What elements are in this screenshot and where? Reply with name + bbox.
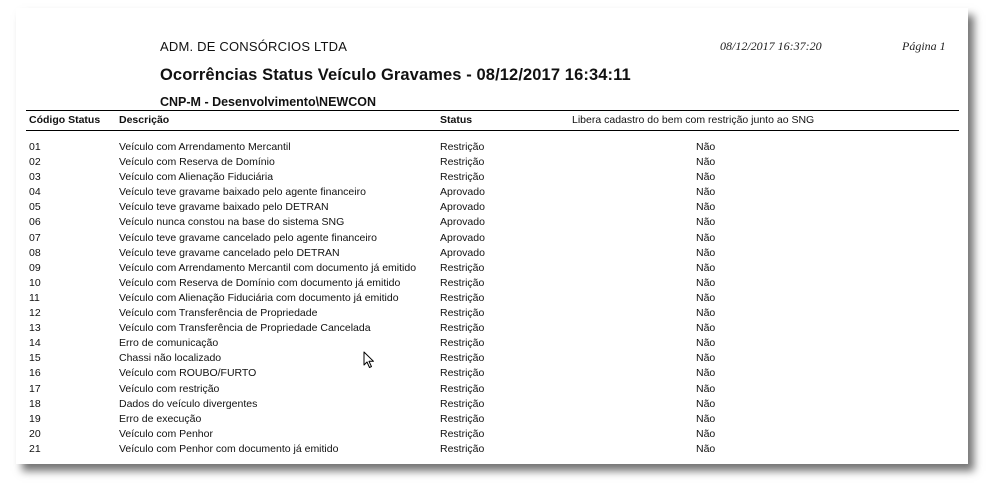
row-code: 08: [29, 246, 41, 259]
row-libera: Não: [696, 382, 716, 395]
table-row: [0, 427, 990, 442]
row-description: Veículo com restrição: [119, 382, 220, 395]
row-description: Veículo com Transferência de Propriedade Cancelada: [119, 322, 371, 335]
row-libera: Não: [696, 171, 716, 184]
row-status: Restrição: [440, 442, 485, 455]
row-code: 14: [29, 337, 41, 350]
header-bottom-rule: [26, 130, 959, 131]
row-code: 18: [29, 397, 41, 410]
row-status: Restrição: [440, 337, 485, 350]
row-code: 19: [29, 412, 41, 425]
row-libera: Não: [696, 276, 716, 289]
row-libera: Não: [696, 231, 716, 244]
row-description: Veículo com ROUBO/FURTO: [119, 367, 257, 380]
table-row: [0, 276, 990, 291]
row-status: Restrição: [440, 352, 485, 365]
row-description: Erro de execução: [119, 412, 202, 425]
row-code: 05: [29, 201, 41, 214]
row-status: Restrição: [440, 367, 485, 380]
row-libera: Não: [696, 261, 716, 274]
row-code: 01: [29, 141, 41, 153]
row-code: 03: [29, 171, 41, 184]
row-code: 12: [29, 307, 41, 320]
row-libera: Não: [696, 322, 716, 335]
row-status: Restrição: [440, 141, 485, 153]
row-code: 07: [29, 231, 41, 244]
table-row: [0, 200, 990, 215]
print-datetime: 08/12/2017 16:37:20: [720, 39, 822, 53]
row-description: Veículo com Transferência de Propriedade: [119, 307, 318, 320]
row-libera: Não: [696, 412, 716, 425]
header-libera: Libera cadastro do bem com restrição junto ao SNG: [572, 114, 815, 126]
table-row: [0, 412, 990, 427]
row-libera: Não: [696, 352, 716, 365]
row-status: Aprovado: [440, 231, 485, 244]
table-row: [0, 306, 990, 321]
row-status: Restrição: [440, 261, 485, 274]
row-code: 10: [29, 276, 41, 289]
row-code: 20: [29, 427, 41, 440]
row-status: Restrição: [440, 397, 485, 410]
table-row: [0, 366, 990, 381]
table-row: [0, 231, 990, 246]
row-description: Veículo com Reserva de Domínio com documento já emitido: [119, 276, 401, 289]
table-body: [0, 140, 990, 457]
row-description: Veículo teve gravame baixado pelo agente financeiro: [119, 186, 366, 199]
table-row: [0, 215, 990, 230]
mouse-pointer-icon: [363, 351, 375, 369]
company-name: ADM. DE CONSÓRCIOS LTDA: [160, 39, 348, 54]
row-status: Restrição: [440, 291, 485, 304]
table-row: [0, 397, 990, 412]
row-description: Veículo com Penhor com documento já emitido: [119, 442, 339, 455]
row-libera: Não: [696, 397, 716, 410]
row-libera: Não: [696, 141, 716, 153]
row-description: Veículo nunca constou na base do sistema SNG: [119, 216, 345, 229]
row-status: Restrição: [440, 307, 485, 320]
row-description: Chassi não localizado: [119, 352, 222, 365]
row-description: Dados do veículo divergentes: [119, 397, 258, 410]
row-description: Veículo teve gravame cancelado pelo DETRAN: [119, 246, 340, 259]
table-row: [0, 291, 990, 306]
row-libera: Não: [696, 291, 716, 304]
row-code: 06: [29, 216, 41, 229]
row-libera: Não: [696, 367, 716, 380]
row-libera: Não: [696, 201, 716, 214]
row-status: Restrição: [440, 412, 485, 425]
table-row: [0, 442, 990, 457]
row-code: 15: [29, 352, 41, 365]
report-subtitle: CNP-M - Desenvolvimento\NEWCON: [160, 95, 376, 109]
row-description: Veículo teve gravame cancelado pelo agente financeiro: [119, 231, 378, 244]
table-row: [0, 321, 990, 336]
row-code: 02: [29, 156, 41, 169]
row-description: Veículo com Alienação Fiduciária com documento já emitido: [119, 291, 399, 304]
row-status: Restrição: [440, 171, 485, 184]
table-row: [0, 155, 990, 170]
table-row: [0, 140, 990, 155]
row-status: Restrição: [440, 382, 485, 395]
row-code: 13: [29, 322, 41, 335]
row-libera: Não: [696, 337, 716, 350]
row-description: Veículo com Arrendamento Mercantil com documento já emitido: [119, 261, 417, 274]
header-description: Descrição: [119, 114, 170, 126]
row-libera: Não: [696, 186, 716, 199]
row-code: 09: [29, 261, 41, 274]
table-row: [0, 261, 990, 276]
row-code: 21: [29, 442, 41, 455]
row-description: Veículo com Penhor: [119, 427, 213, 440]
table-row: [0, 185, 990, 200]
row-libera: Não: [696, 442, 716, 455]
report-title: Ocorrências Status Veículo Gravames - 08/12/2017 16:34:11: [160, 66, 631, 84]
row-libera: Não: [696, 307, 716, 320]
row-description: Veículo com Reserva de Domínio: [119, 156, 275, 169]
row-status: Restrição: [440, 322, 485, 335]
table-row: [0, 336, 990, 351]
table-row: [0, 246, 990, 261]
row-libera: Não: [696, 156, 716, 169]
header-code: Código Status: [29, 114, 101, 126]
row-description: Veículo com Alienação Fiduciária: [119, 171, 274, 184]
row-description: Veículo com Arrendamento Mercantil: [119, 141, 291, 153]
row-libera: Não: [696, 216, 716, 229]
row-description: Veículo teve gravame baixado pelo DETRAN: [119, 201, 329, 214]
row-status: Aprovado: [440, 186, 485, 199]
row-status: Restrição: [440, 276, 485, 289]
row-status: Restrição: [440, 427, 485, 440]
row-code: 16: [29, 367, 41, 380]
table-row: [0, 382, 990, 397]
header-top-rule: [26, 110, 959, 111]
row-status: Aprovado: [440, 216, 485, 229]
row-code: 17: [29, 382, 41, 395]
row-status: Aprovado: [440, 201, 485, 214]
table-row: [0, 351, 990, 366]
row-libera: Não: [696, 427, 716, 440]
row-libera: Não: [696, 246, 716, 259]
header-status: Status: [440, 114, 473, 126]
row-status: Restrição: [440, 156, 485, 169]
row-code: 11: [29, 291, 40, 304]
row-status: Aprovado: [440, 246, 485, 259]
page-number: Página 1: [902, 39, 946, 53]
table-row: [0, 170, 990, 185]
row-code: 04: [29, 186, 41, 199]
row-description: Erro de comunicação: [119, 337, 219, 350]
